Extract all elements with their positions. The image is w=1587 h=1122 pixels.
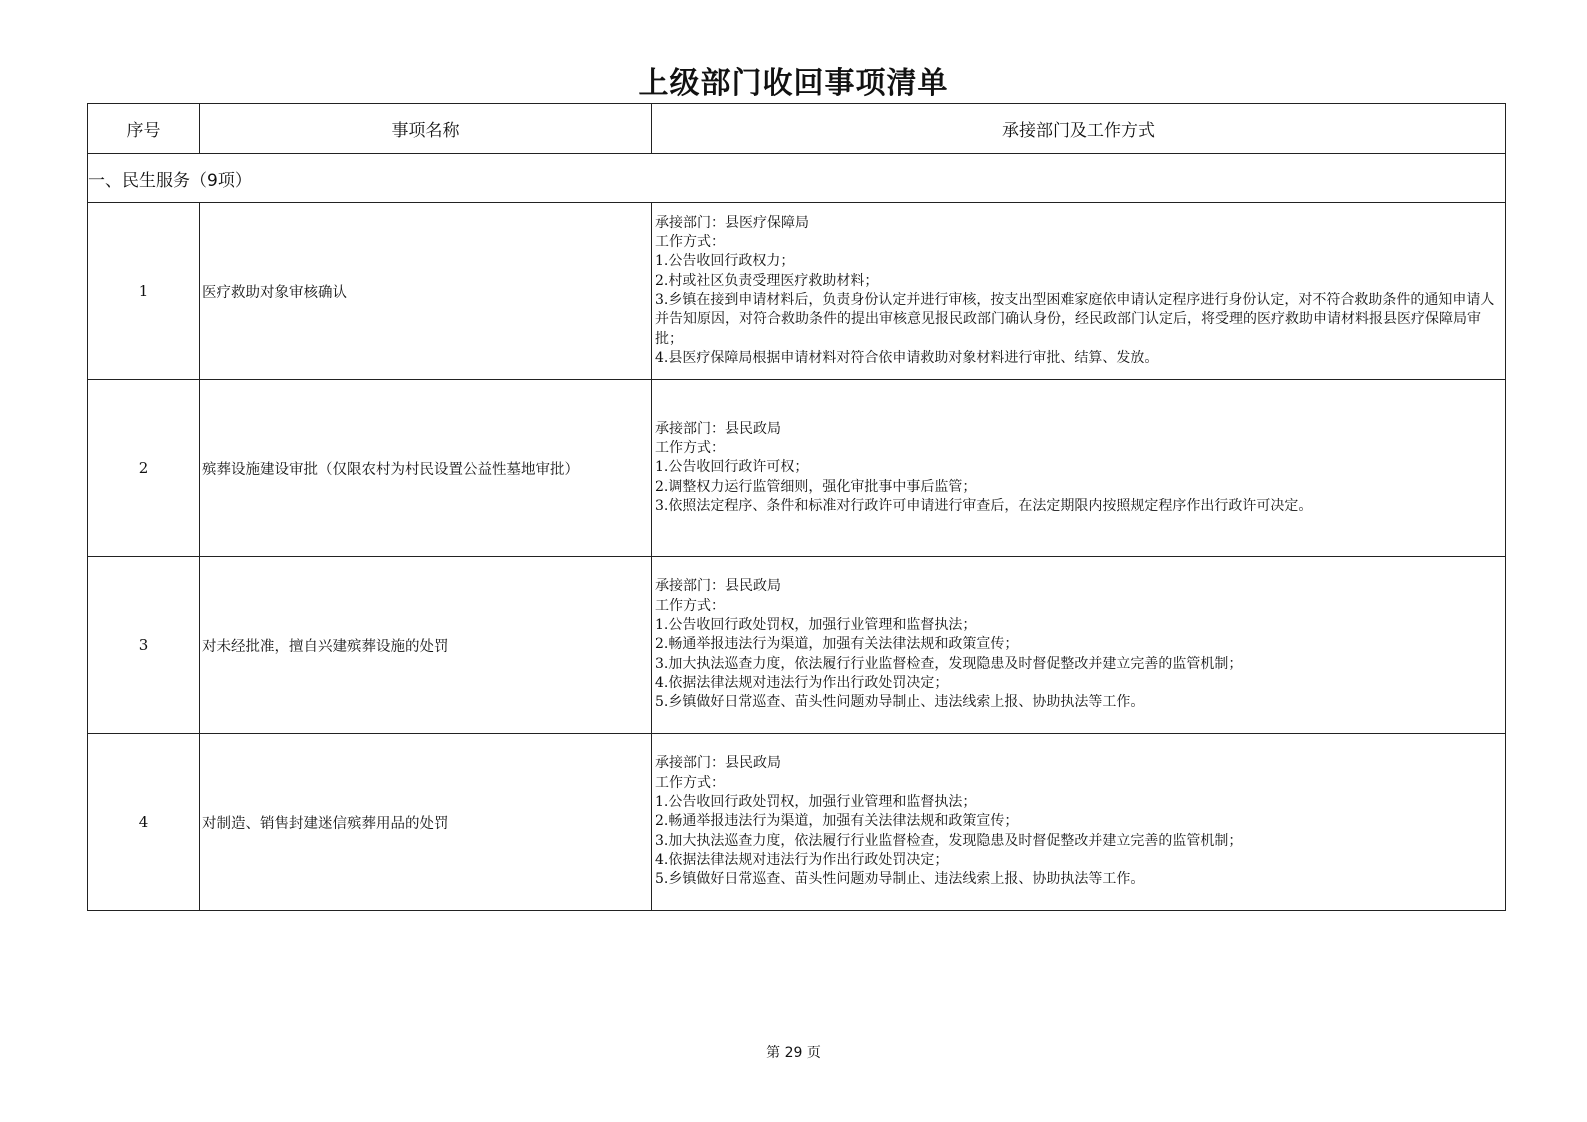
section-title: 一、民生服务（9项） bbox=[88, 154, 1506, 203]
row-seq: 2 bbox=[88, 380, 200, 557]
method-line: 4.依据法律法规对违法行为作出行政处罚决定； bbox=[655, 674, 949, 691]
table-row bbox=[88, 557, 1506, 734]
method-line: 3.依照法定程序、条件和标准对行政许可申请进行审查后，在法定期限内按照规定程序作出行政许可决定。 bbox=[655, 497, 1313, 514]
method-line: 承接部门：县民政局 bbox=[655, 578, 781, 595]
method-line: 4.县医疗保障局根据申请材料对符合依申请救助对象材料进行审批、结算、发放。 bbox=[655, 349, 1159, 366]
method-line: 4.依据法律法规对违法行为作出行政处罚决定； bbox=[655, 851, 949, 868]
table-header-row bbox=[88, 104, 1506, 154]
row-name: 医疗救助对象审核确认 bbox=[200, 203, 652, 380]
method-line: 承接部门：县医疗保障局 bbox=[655, 214, 809, 231]
row-name: 对制造、销售封建迷信殡葬用品的处罚 bbox=[200, 734, 652, 911]
row-name: 对未经批准，擅自兴建殡葬设施的处罚 bbox=[200, 557, 652, 734]
method-line: 1.公告收回行政权力； bbox=[655, 253, 795, 270]
row-seq: 1 bbox=[88, 203, 200, 380]
method-line: 5.乡镇做好日常巡查、苗头性问题劝导制止、违法线索上报、协助执法等工作。 bbox=[655, 871, 1145, 888]
method-line: 承接部门：县民政局 bbox=[655, 420, 781, 437]
row-name: 殡葬设施建设审批（仅限农村为村民设置公益性墓地审批） bbox=[200, 380, 652, 557]
method-line: 2.村或社区负责受理医疗救助材料； bbox=[655, 272, 879, 289]
method-line: 1.公告收回行政处罚权，加强行业管理和监督执法； bbox=[655, 794, 977, 811]
header-seq: 序号 bbox=[88, 104, 200, 154]
method-line: 1.公告收回行政许可权； bbox=[655, 459, 809, 476]
method-line: 工作方式： bbox=[655, 597, 725, 614]
header-dept: 承接部门及工作方式 bbox=[652, 104, 1506, 154]
document-title: 上级部门收回事项清单 bbox=[638, 66, 949, 101]
method-line: 工作方式： bbox=[655, 234, 725, 251]
method-line: 3.加大执法巡查力度，依法履行行业监督检查，发现隐患及时督促整改并建立完善的监管机制； bbox=[655, 655, 1243, 672]
section-row bbox=[88, 154, 1506, 203]
header-name: 事项名称 bbox=[200, 104, 652, 154]
row-dept bbox=[652, 734, 1506, 911]
items-table bbox=[87, 103, 1506, 911]
method-line: 1.公告收回行政处罚权，加强行业管理和监督执法； bbox=[655, 617, 977, 634]
method-line: 2.调整权力运行监管细则，强化审批事中事后监管； bbox=[655, 478, 977, 495]
method-line: 5.乡镇做好日常巡查、苗头性问题劝导制止、违法线索上报、协助执法等工作。 bbox=[655, 694, 1145, 711]
table-row bbox=[88, 734, 1506, 911]
row-seq: 4 bbox=[88, 734, 200, 911]
method-line: 工作方式： bbox=[655, 440, 725, 457]
row-dept bbox=[652, 380, 1506, 557]
row-seq: 3 bbox=[88, 557, 200, 734]
method-line: 2.畅通举报违法行为渠道，加强有关法律法规和政策宣传； bbox=[655, 813, 1019, 830]
page-number: 第 29 页 bbox=[766, 1045, 821, 1061]
method-line: 2.畅通举报违法行为渠道，加强有关法律法规和政策宣传； bbox=[655, 636, 1019, 653]
row-dept bbox=[652, 203, 1506, 380]
method-line: 3.加大执法巡查力度，依法履行行业监督检查，发现隐患及时督促整改并建立完善的监管机制； bbox=[655, 832, 1243, 849]
table-row bbox=[88, 380, 1506, 557]
table-row bbox=[88, 203, 1506, 380]
method-line: 工作方式： bbox=[655, 774, 725, 791]
row-dept bbox=[652, 557, 1506, 734]
method-line: 3.乡镇在接到申请材料后，负责身份认定并进行审核，按支出型困难家庭依申请认定程序进行身份认定，对不符合救助条件的通知申请人并告知原因，对符合救助条件的提出审核意见报民政部门确认身份，经民政部门认定后，将受理的医疗救助申请材料报县医疗保障局审批； bbox=[655, 292, 1495, 347]
method-line: 承接部门：县民政局 bbox=[655, 755, 781, 772]
